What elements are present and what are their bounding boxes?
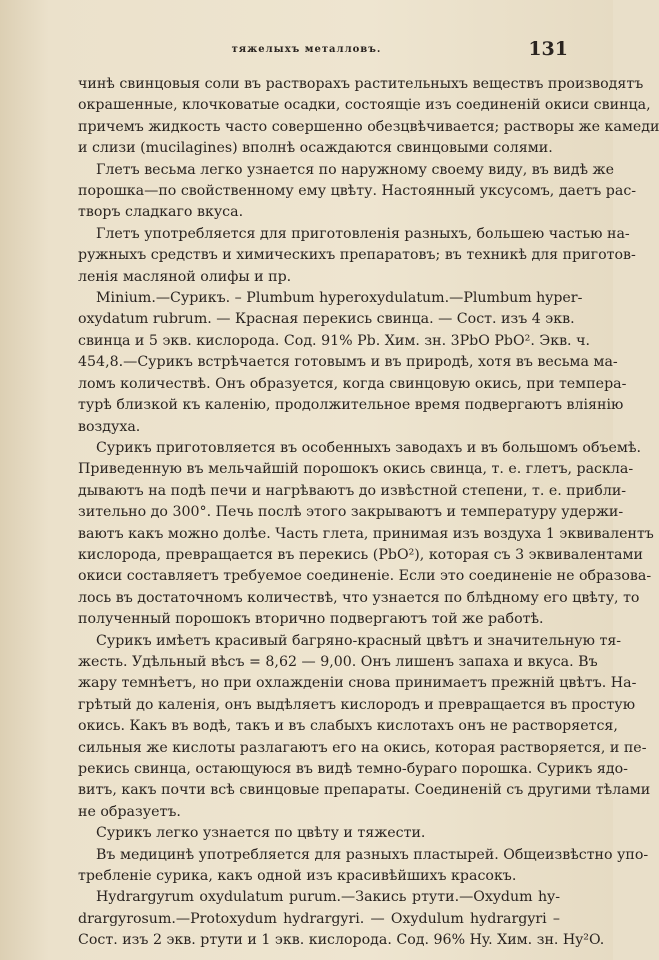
- text-line: порошка—по свойственному ему цвѣту. Настоянный уксусомъ, даетъ рас-: [78, 183, 637, 200]
- text-line: Глетъ весьма легко узнается по наружному своему виду, въ видѣ же: [96, 161, 614, 178]
- text-line: творъ сладкаго вкуса.: [78, 204, 244, 221]
- text-line: зительно до 300°. Печь послѣ этого закрываютъ и температуру удержи-: [78, 504, 624, 521]
- paragraph: [78, 823, 560, 844]
- text-line: Сурикъ приготовляется въ особенныхъ заводахъ и въ большомъ объемѣ.: [96, 439, 642, 456]
- text-line: Сост. изъ 2 экв. ртути и 1 экв. кислорода. Сод. 96% Hy. Хим. зн. Hy²O.: [78, 932, 605, 949]
- paragraph: [78, 288, 627, 438]
- text-line: Сурикъ легко узнается по цвѣту и тяжести.: [96, 825, 426, 842]
- paragraph: [78, 438, 654, 631]
- text-line: не образуетъ.: [78, 803, 181, 820]
- paragraph: [78, 160, 637, 224]
- text-line: воздуха.: [78, 418, 141, 435]
- text-line: oxydatum rubrum. — Красная перекись свинца. — Сост. изъ 4 экв.: [78, 311, 575, 328]
- text-line: drargyrosum.—Protoxydum hydrargyri. — Oxydulum hydrargyri –: [78, 910, 560, 927]
- text-line: Глетъ употребляется для приготовленія разныхъ, большею частью на-: [96, 225, 630, 242]
- text-line: грѣтый до каленія, онъ выдѣляетъ кислородъ и превращается въ простую: [78, 696, 636, 713]
- text-line: Сурикъ имѣетъ красивый багряно-красный цвѣтъ и значительную тя-: [96, 632, 622, 649]
- text-line: 454,8.—Сурикъ встрѣчается готовымъ и въ природѣ, хотя въ весьма ма-: [78, 354, 618, 371]
- text-line: ленія масляной олифы и пр.: [78, 268, 292, 285]
- running-head: [0, 38, 613, 64]
- paragraph: [78, 845, 649, 888]
- text-line: дываютъ на подѣ печи и нагрѣваютъ до извѣстной степени, т. е. прибли-: [78, 482, 627, 499]
- text-line: Minium.—Сурикъ. – Plumbum hyperoxydulatum.—Plumbum hyper-: [96, 290, 583, 307]
- text-line: кислорода, превращается въ перекись (PbO²), которая съ 3 эквивалентами: [78, 546, 643, 563]
- text-line: ружныхъ средствъ и химическихъ препаратовъ; въ техникѣ для приготов-: [78, 247, 636, 264]
- text-line: и слизи (mucilagines) вполнѣ осаждаются свинцовыми солями.: [78, 140, 553, 157]
- text-line: витъ, какъ почти всѣ свинцовые препараты. Соединеній съ другими тѣлами: [78, 782, 651, 799]
- text-line: окиси составляетъ требуемое соединеніе. Если это соединеніе не образова-: [78, 568, 652, 585]
- paragraph: [78, 74, 659, 160]
- text-line: Въ медицинѣ употребляется для разныхъ пластырей. Общеизвѣстно упо-: [96, 846, 649, 863]
- body-text: [78, 74, 659, 952]
- page-number: 131: [528, 38, 568, 60]
- text-line: рекись свинца, остающуюся въ видѣ темно-бураго порошка. Сурикъ ядо-: [78, 761, 628, 777]
- text-line: причемъ жидкость часто совершенно обезцвѣчивается; растворы же камеди: [78, 118, 659, 135]
- text-line: окись. Какъ въ водѣ, такъ и въ слабыхъ кислотахъ онъ не растворяется,: [78, 718, 618, 735]
- running-title: тяжелыхъ металловъ.: [231, 44, 382, 55]
- text-line: требленіе сурика, какъ одной изъ красивѣйшихъ красокъ.: [78, 868, 517, 885]
- text-line: ваютъ какъ можно долѣе. Часть глета, принимая изъ воздуха 1 эквивалентъ: [78, 525, 654, 542]
- text-line: ломъ количествѣ. Онъ образуется, когда свинцовую окись, при темпера-: [78, 375, 627, 392]
- text-line: окрашенные, клочковатые осадки, состоящіе изъ соединеній окиси свинца,: [78, 97, 651, 114]
- text-line: Hydrargyrum oxydulatum purum.—Закись ртути.—Oxydum hy-: [96, 889, 560, 906]
- text-line: сильныя же кислоты разлагаютъ его на окись, которая растворяется, и пе-: [78, 739, 647, 756]
- text-line: жару темнѣетъ, но при охлажденіи снова принимаетъ прежній цвѣтъ. На-: [78, 675, 637, 692]
- text-line: Приведенную въ мельчайшій порошокъ окись свинца, т. е. глетъ, раскла-: [78, 461, 634, 478]
- paragraph: [78, 631, 651, 824]
- paragraph: [78, 224, 636, 288]
- text-line: жесть. Удѣльный вѣсъ = 8,62 — 9,00. Онъ лишенъ запаха и вкуса. Въ: [78, 653, 598, 670]
- text-line: чинѣ свинцовыя соли въ растворахъ растительныхъ веществъ производятъ: [78, 76, 644, 92]
- paragraph: [78, 887, 605, 951]
- text-line: полученный порошокъ вторично подвергаютъ той же работѣ.: [78, 611, 544, 628]
- text-line: лось въ достаточномъ количествѣ, что узнается по блѣдному его цвѣту, то: [78, 589, 640, 606]
- text-line: турѣ близкой къ каленію, продолжительное время подвергаютъ вліянію: [78, 397, 624, 414]
- text-line: свинца и 5 экв. кислорода. Сод. 91% Pb. Хим. зн. 3PbO PbO². Экв. ч.: [78, 332, 590, 349]
